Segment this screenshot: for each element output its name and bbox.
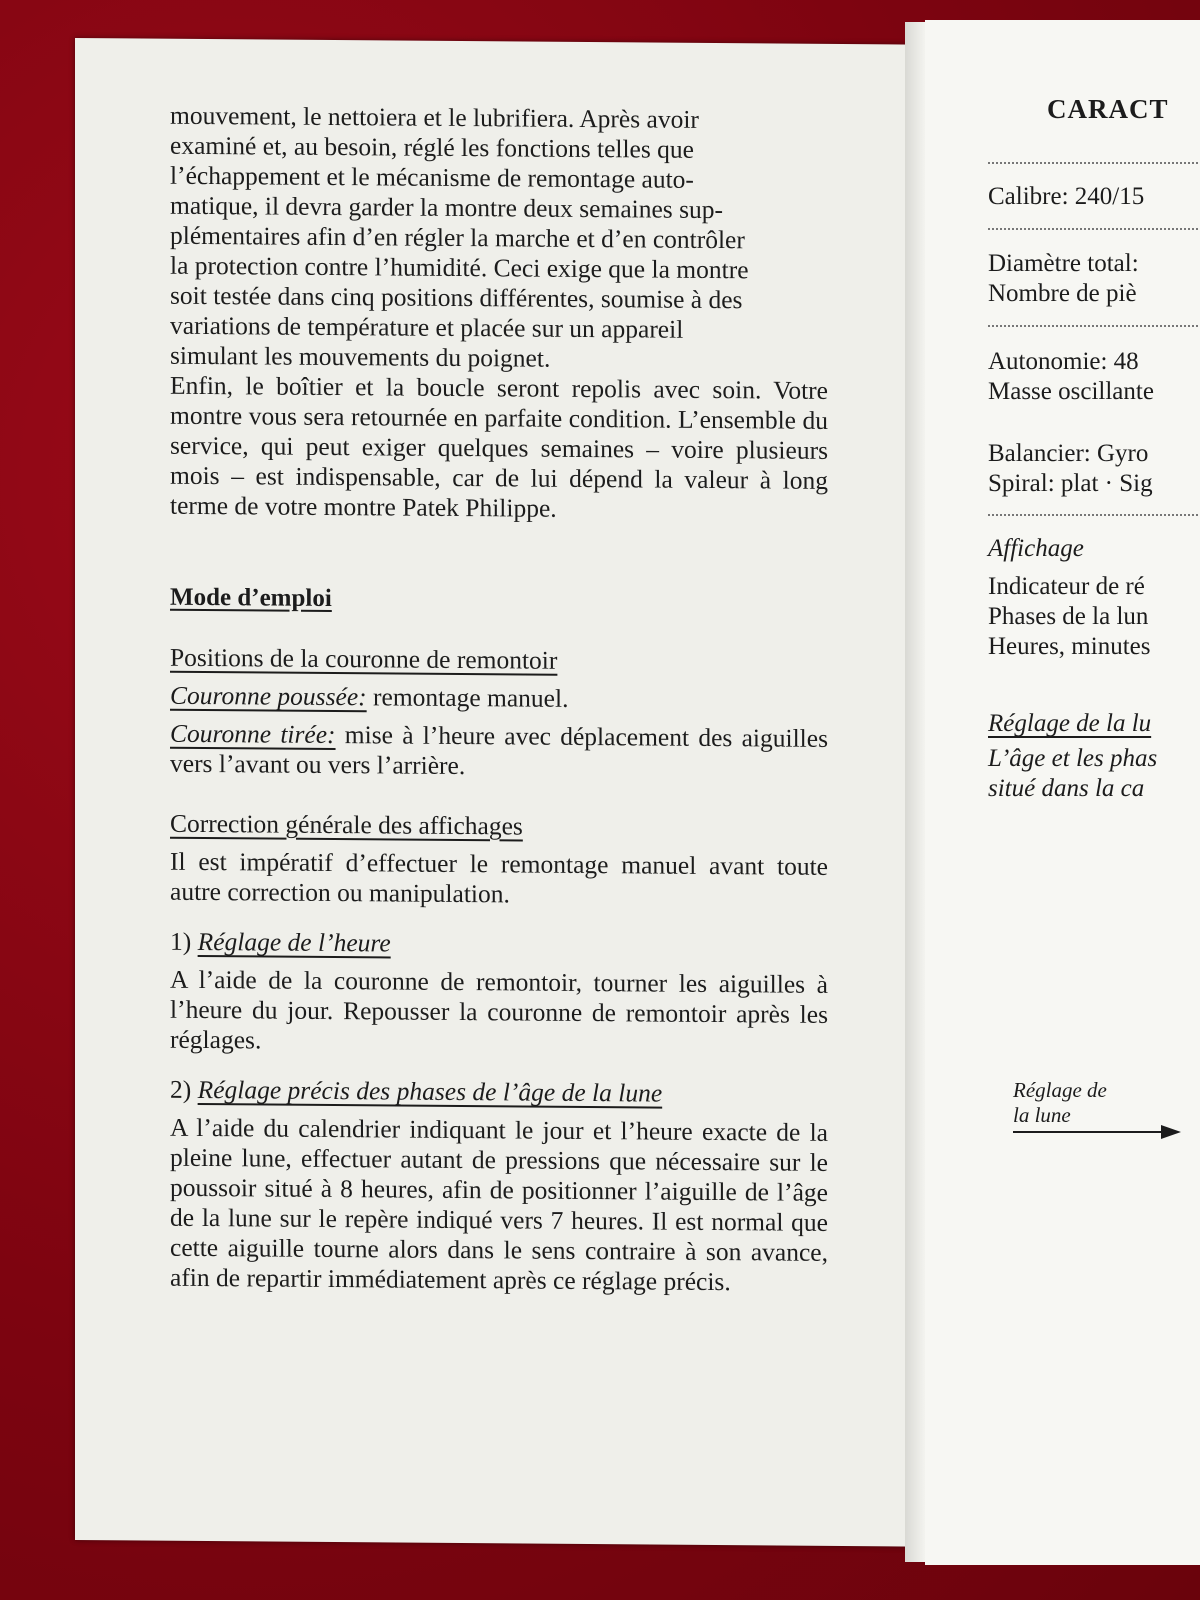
section-heading-mode-emploi: Mode d’emploi [170, 583, 332, 613]
reglage-line-1: L’âge et les phas [988, 745, 1158, 772]
left-column [170, 101, 828, 1298]
masse-line: Masse oscillante [988, 378, 1154, 405]
calibre-line: Calibre: 240/15 [988, 183, 1145, 210]
step1-text: A l’aide de la couronne de remontoir, tourner les aiguilles à l’heure du jour. Repousser la couronne de remontoir après les réglages. [170, 964, 828, 1055]
step1-heading [170, 927, 828, 962]
nombre-line: Nombre de piè [988, 280, 1137, 307]
arrow-label-line-2: la lune [1013, 1103, 1071, 1127]
right-page-title: CARACT [1047, 94, 1169, 124]
autonomie-line: Autonomie: 48 [988, 348, 1139, 375]
step1-number: 1) [170, 926, 192, 956]
intro-line-4: matique, il devra garder la montre deux semaines sup- [170, 190, 724, 225]
crown-pushed-item [170, 681, 828, 716]
step2-title: Réglage précis des phases de l’âge de la lune [197, 1074, 663, 1108]
spiral-line: Spiral: plat · Sig [988, 470, 1153, 497]
arrow-right-icon [1013, 1122, 1183, 1142]
right-page [925, 20, 1200, 1565]
phases-line: Phases de la lun [988, 603, 1149, 630]
dotted-divider [988, 162, 1200, 164]
crown-pulled-text: mise à l’heure avec déplacement des aiguilles vers l’avant ou vers l’arrière. [170, 720, 829, 781]
crown-pushed-text: remontage manuel. [366, 682, 569, 713]
crown-positions-heading: Positions de la couronne de remontoir [170, 642, 558, 675]
intro-line-8: variations de température et placée sur un appareil [170, 310, 684, 344]
correction-heading: Correction générale des affichages [170, 808, 523, 841]
intro-paragraph [170, 101, 828, 376]
heures-line: Heures, minutes [988, 633, 1151, 660]
reglage-line-2: situé dans la ca [988, 775, 1145, 802]
step2-number: 2) [170, 1074, 192, 1104]
closing-paragraph: Enfin, le boîtier et la boucle seront repolis avec soin. Votre montre vous sera retournée en parfaite condition. L’ensemble du service, qui peut exiger quelques semaines – voire plusieurs mois – est indispensable, car de lui dépend la valeur à long terme de votre montre Patek Philippe. [170, 370, 828, 523]
intro-line-7: soit testée dans cinq positions différentes, soumise à des [170, 280, 743, 315]
intro-line-1: mouvement, le nettoiera et le lubrifiera. Après avoir [170, 100, 699, 134]
crown-pulled-label: Couronne tirée: [170, 718, 336, 750]
intro-line-9: simulant les mouvements du poignet. [170, 340, 551, 373]
crown-pushed-label: Couronne poussée: [170, 680, 367, 712]
dotted-divider [988, 228, 1200, 230]
reglage-heading: Réglage de la lu [988, 710, 1152, 737]
step2-text: A l’aide du calendrier indiquant le jour et l’heure exacte de la pleine lune, effectuer autant de pressions que nécessaire sur le poussoir situé à 8 heures, afin de positionner l’aiguille de l’âge de la lune sur le repère indiqué vers 7 heures. Il est normal que cette aiguille tourne alors dans le sens contraire à son avance, afin de repartir immédiatement après ce réglage précis. [170, 1112, 828, 1297]
correction-text: Il est impératif d’effectuer le remontage manuel avant toute autre correction ou manipulation. [170, 846, 828, 909]
step2-heading [170, 1075, 828, 1110]
indicateur-line: Indicateur de ré [988, 573, 1145, 600]
step1-title: Réglage de l’heure [197, 926, 391, 958]
crown-pulled-item [170, 719, 828, 784]
dotted-divider [988, 325, 1200, 327]
affichage-heading: Affichage [988, 535, 1084, 562]
page-fold [905, 22, 927, 1562]
left-page [75, 38, 915, 1547]
balancier-line: Balancier: Gyro [988, 440, 1149, 467]
intro-line-3: l’échappement et le mécanisme de remontage auto- [170, 160, 694, 194]
intro-line-5: plémentaires afin d’en régler la marche et d’en contrôler [170, 220, 745, 255]
diametre-line: Diamètre total: [988, 250, 1139, 277]
intro-line-2: examiné et, au besoin, réglé les fonctions telles que [170, 130, 694, 164]
dotted-divider [988, 514, 1200, 516]
intro-line-6: la protection contre l’humidité. Ceci exige que la montre [170, 250, 749, 285]
arrow-label-line-1: Réglage de [1013, 1078, 1107, 1102]
arrow-label [1013, 1078, 1107, 1128]
